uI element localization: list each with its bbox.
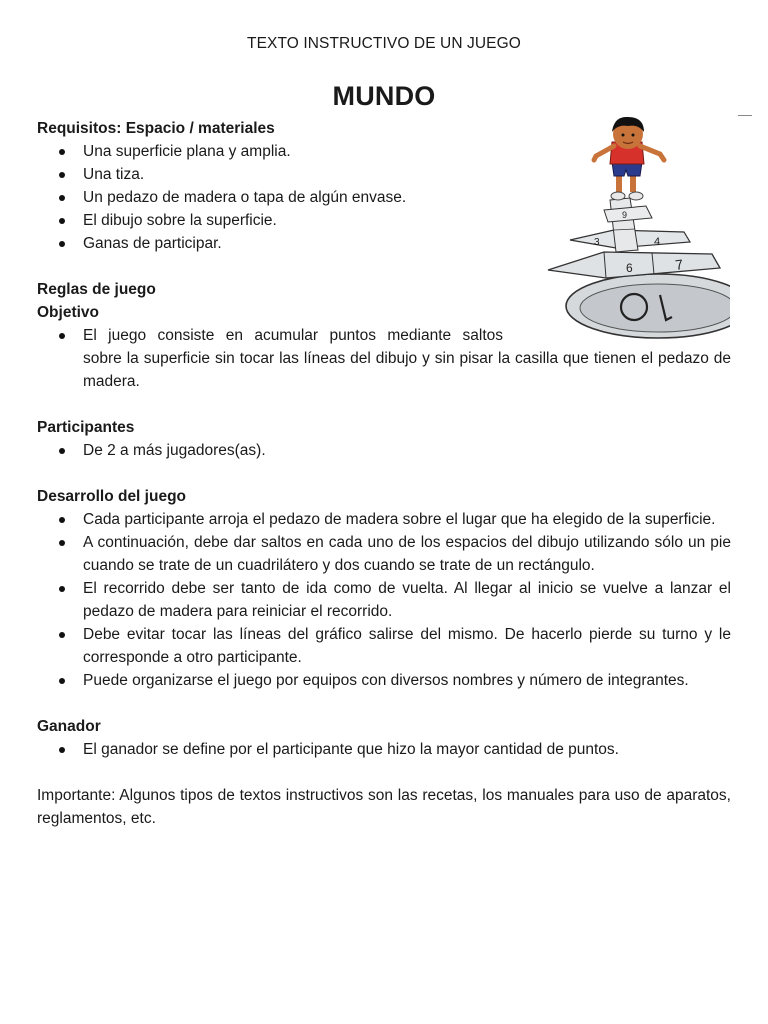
svg-text:9: 9: [622, 210, 628, 220]
svg-text:4: 4: [654, 236, 661, 248]
participantes-heading: Participantes: [37, 419, 135, 436]
stray-mark: [738, 115, 752, 116]
list-item: A continuación, debe dar saltos en cada uno de los espacios del dibujo utilizando sólo un pie cuando se trate de un cuadrilátero y dos cuando se trate de un rectángulo.: [37, 531, 731, 577]
document-body: [37, 117, 731, 830]
list-item: El ganador se define por el participante que hizo la mayor cantidad de puntos.: [37, 738, 731, 761]
ganador-list: [37, 738, 731, 761]
participantes-list: [37, 439, 731, 462]
reglas-heading: Reglas de juego: [37, 281, 156, 298]
importante-note: Importante: Algunos tipos de textos instructivos son las recetas, los manuales para uso de aparatos, reglamentos, etc.: [37, 787, 731, 827]
svg-text:7: 7: [674, 256, 685, 273]
ganador-heading: Ganador: [37, 718, 101, 735]
list-item: Ganas de participar.: [37, 232, 731, 255]
document-title: TEXTO INSTRUCTIVO DE UN JUEGO: [247, 35, 521, 52]
list-item: El recorrido debe ser tanto de ida como de vuelta. Al llegar al inicio se vuelve a lanzar el pedazo de madera para reiniciar el recorrido.: [37, 577, 731, 623]
objetivo-heading: Objetivo: [37, 304, 100, 321]
list-item: Debe evitar tocar las líneas del gráfico salirse del mismo. De hacerlo pierde su turno y le corresponde a otro participante.: [37, 623, 731, 669]
desarrollo-heading: Desarrollo del juego: [37, 488, 187, 505]
game-title: MUNDO: [332, 81, 436, 111]
requisitos-heading: Requisitos: Espacio / materiales: [37, 120, 275, 137]
objetivo-first-line: El juego consiste en acumular puntos mediante saltos: [83, 327, 503, 344]
requisitos-list: [37, 140, 731, 255]
svg-text:6: 6: [626, 261, 633, 275]
objetivo-rest: sobre la superficie sin tocar las líneas del dibujo y sin pisar la casilla que tienen el pedazo de madera.: [83, 350, 731, 390]
desarrollo-list: [37, 508, 731, 692]
list-item: [37, 324, 731, 393]
svg-text:3: 3: [594, 237, 600, 248]
objetivo-list: [37, 324, 731, 393]
list-item: Cada participante arroja el pedazo de madera sobre el lugar que ha elegido de la superficie.: [37, 508, 731, 531]
list-item: El dibujo sobre la superficie.: [37, 209, 731, 232]
list-item: Puede organizarse el juego por equipos con diversos nombres y número de integrantes.: [37, 669, 731, 692]
list-item: Un pedazo de madera o tapa de algún envase.: [37, 186, 731, 209]
list-item: Una superficie plana y amplia.: [37, 140, 731, 163]
list-item: Una tiza.: [37, 163, 731, 186]
list-item: De 2 a más jugadores(as).: [37, 439, 731, 462]
